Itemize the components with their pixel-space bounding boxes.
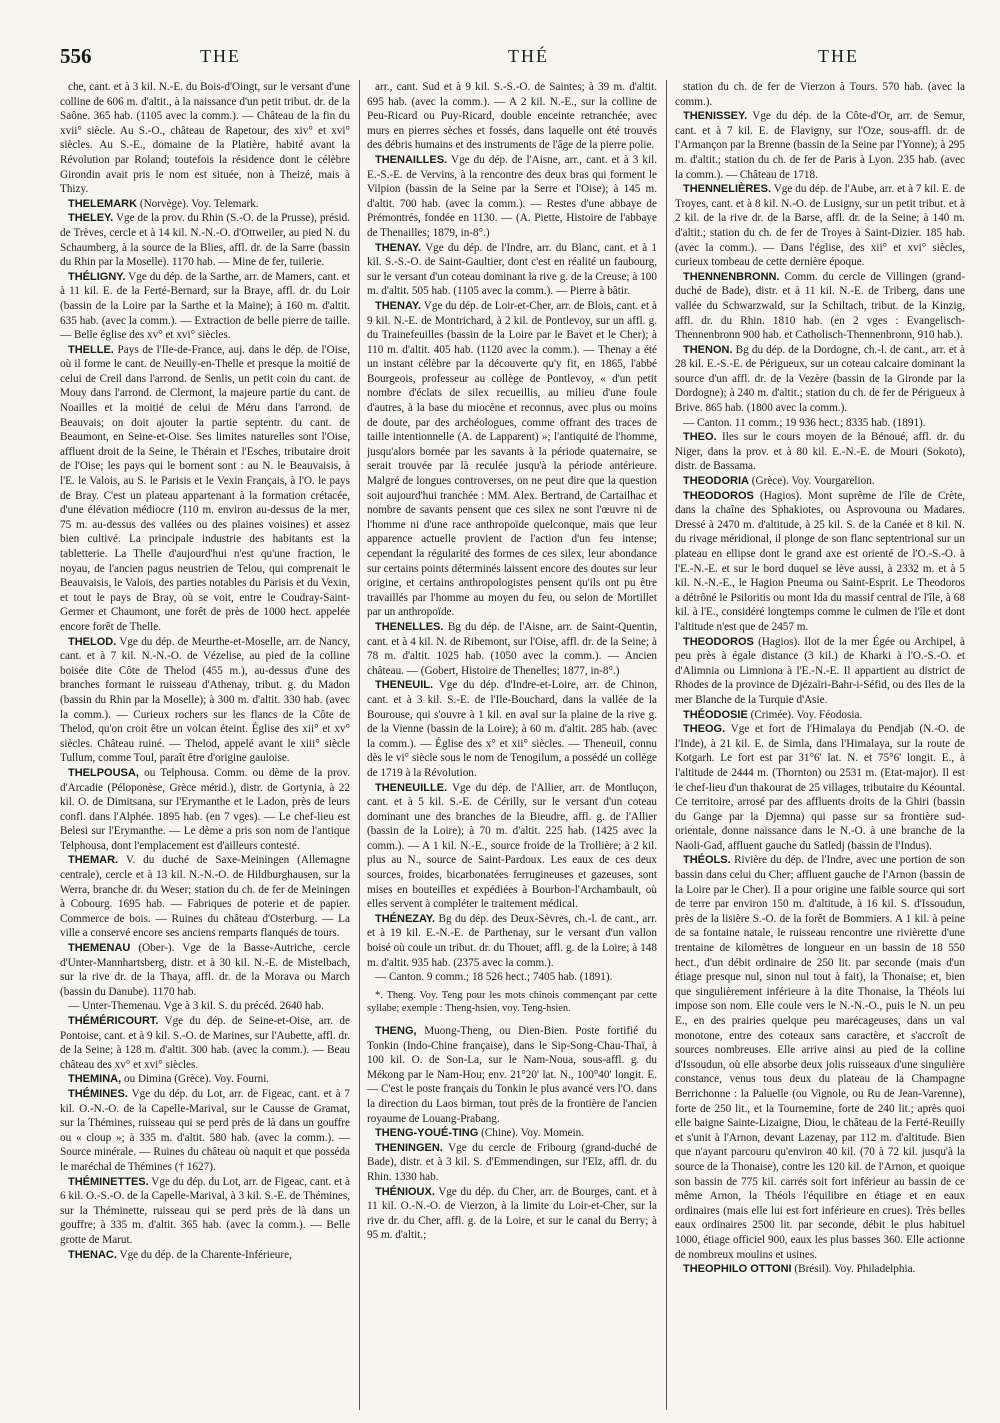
entry-text: Vge du dép. du Lot, arr. de Figeac, cant. et à 7 kil. O.-N.-O. de la Capelle-Marival, sur le Causse de Gramat, sur la Thémines, ruisseau qui se perd près de là dans un gouffre ou « cloup »; à 335 m. d'altit. 580 hab. (avec la comm.). — Source minérale. — Ruines du château où naquit et que posséda le maréchal de Thémines († 1627). [60, 1087, 350, 1173]
dictionary-entry [60, 1014, 350, 1072]
entry-text: (Crimée). Voy. Féodosia. [750, 708, 863, 721]
dictionary-entry [367, 620, 657, 678]
entry-text: — Canton. 9 comm.; 18 526 hect.; 7405 hab. (1891). [375, 971, 613, 984]
page-number: 556 [60, 44, 92, 68]
dictionary-entry [675, 80, 965, 109]
dictionary-entry [675, 109, 965, 182]
dictionary-entry [675, 489, 965, 635]
dictionary-entry [60, 1072, 350, 1087]
entry-headword: THENAY. [375, 241, 422, 254]
dictionary-entry [60, 635, 350, 766]
dictionary-entry [367, 1126, 657, 1141]
entry-text: Vge du dép. du Lot, arr. de Figeac, cant. et à 6 kil. O.-S.-O. de la Capelle-Marival, à 3 kil. S.-E. de Thémines, sur la Théminette, ruisseau qui se perd près de là dans un gouffre; à 335 m. d'altit. 365 hab. (avec la comm.). — Belle grotte de Marut. [60, 1175, 350, 1246]
dictionary-entry [675, 635, 965, 708]
entry-text: Iles sur le cours moyen de la Bénoué, affl. dr. du Niger, dans la prov. et à 80 kil. E.-N.-E. de Mouri (Sokoto), distr. de Bassama. [675, 431, 965, 473]
entry-headword: THEODORIA [683, 475, 749, 488]
dictionary-entry [675, 853, 965, 1262]
dictionary-entry [675, 1262, 965, 1277]
entry-text: Vge de la prov. du Rhin (S.-O. de la Prusse), présid. de Trèves, cercle et à 14 kil. N.-N.-O. d'Ottweiler, au pied N. du Schaumberg, à la source de la Blies, affl. dr. de la Sarre (bassin du Rhin par la Moselle). 1170 hab. — Mine de fer, tuilerie. [60, 212, 350, 269]
entry-headword: THENEUILLE. [375, 781, 448, 794]
column-divider [359, 80, 360, 1410]
dictionary-entry [60, 80, 350, 197]
entry-headword: THELPOUSA, [68, 766, 139, 779]
dictionary-entry [60, 1175, 350, 1248]
entry-headword: THEMENAU [68, 942, 131, 955]
dictionary-entry [367, 970, 657, 985]
footnote: *. Theng. Voy. Teng pour les mots chinois commençant par cette syllabe; exemple : Theng-hsien, voy. Teng-hsien. [367, 989, 657, 1015]
entry-headword: THÉMINES. [68, 1087, 128, 1100]
entry-headword: THEOG. [683, 723, 726, 736]
entry-text: Vge du dép. de Loir-et-Cher, arr. de Blois, cant. et à 9 kil. N.-E. de Montrichard, à 2 kil. de Pontlevoy, sur un affl. g. du Trainefeuilles (bassin de la Loire par le Bavet et le Cher); à 110 m. d'altit. 405 hab. (1120 avec la comm.). — Thenay a été un instant célèbre par la découverte qu'y fit, en 1865, l'abbé Bourgeois, professeur au collège de Pontlevoy, « d'un petit nombre d'éclats de silex recueillis, au milieu d'une foule d'autres, à la base du miocène et reconnus, avec plus ou moins de doute, par des archéologues, comme offrant des traces de taille intentionnelle (A. de Lapparent) »; l'antiquité de l'homme, jusqu'alors bornée par les savants à la période quaternaire, se serait trouvée par là reculée jusqu'à la période antérieure. Malgré de longues controverses, on ne peut dire que la question soit aujourd'hui tranchée : MM. Alex. Bertrand, de Cartailhac et nombre de savants pensent que ces silex ne sont l'œuvre ni de l'homme ni d'une race anthropoïde quelconque, mais que leur apparence actuelle provient de l'action d'un feu intense; cependant la régularité des formes de ces silex, leur abondance sur certains points déterminés laissent encore des doutes sur leur origine, et certains anthropologistes pensent qu'ils ont pu être travaillés par l'homme au moyen du feu, ou selon de Mortillet par un anthropoïde. [367, 299, 657, 619]
entry-text: Vge du dép. du Cher, arr. de Bourges, cant. et à 11 kil. O.-N.-O. de Vierzon, à la limite du Loir-et-Cher, sur la rive dr. du Cher, affl. g. de la Loire, et sur le canal du Berry; à 95 m. d'altit.; [367, 1185, 657, 1242]
dictionary-entry [367, 241, 657, 299]
entry-headword: THÉNEZAY. [375, 912, 436, 925]
dictionary-entry [367, 299, 657, 620]
entry-text: Vge du dép. de l'Allier, arr. de Montluçon, cant. et à 5 kil. S.-E. de Cérilly, sur le versant d'un coteau dominant une des branches de la Bieudre, affl. g. de l'Allier (bassin de la Loire); à 70 m. d'altit. 225 hab. (1425 avec la comm.). — A 1 kil. N.-E., source froide de la Trollière; à 2 kil. plus au N., source de Saint-Pardoux. Les eaux de ces deux sources, froides, bicarbonatées ferrugineuses et gazeuses, sont mises en bouteilles et expédiées à Bourbon-l'Archambault, où elles servent à compléter le traitement médical. [367, 781, 657, 911]
entry-text: (Hagios). Ilot de la mer Égée ou Archipel, à peu près à égale distance (3 kil.) de Kharki à l'O.-S.-O. et d'Alimnia ou Limniona à l'E.-N.-E. Il appartient au district de Rhodes de la province de Djézaïri-Bahr-i-Séfid, ou des Iles de la mer Blanche de la Turquie d'Asie. [675, 635, 965, 706]
entry-text: (Hagios). Mont suprême de l'île de Crète, dans la chaîne des Sphakiotes, ou Asprovouna ou Madares. Dressé à 2470 m. d'altitude, à 25 kil. S. de la Canée et 8 kil. N. du rivage méridional, il plonge de son flanc septentrional sur un plateau en ellipse dont le grand axe est orienté de l'O.-S.-O. à l'E.-N.-E. et sur le bord duquel se lève aussi, à 2332 m. et à 5 kil. N.-N.-E., le Hagion Pneuma ou Saint-Esprit. Le Theodoros a détrôné le Psiloritis ou mont Ida du massif central de l'île, à 68 kil. à l'E., considéré longtemps comme le culmen de l'île et dont l'altitude n'est que de 2457 m. [675, 489, 965, 633]
entry-headword: THÉNIOUX. [375, 1185, 435, 1198]
entry-text: Vge du cercle de Fribourg (grand-duché de Bade), distr. et à 3 kil. S. d'Emmendingen, sur l'Elz, affl. dr. du Rhin. 1330 hab. [367, 1141, 657, 1183]
entry-headword: THÉOLS. [683, 854, 731, 867]
dictionary-entry [60, 1248, 350, 1263]
dictionary-entry [60, 197, 350, 212]
entry-text: Vge du dép. d'Indre-et-Loire, arr. de Chinon, cant. et à 3 kil. S.-E. de l'Ile-Bouchard, dans la vallée de la Bourouse, qui s'ouvre à 1 kil. en aval sur la plaine de la rive g. de la Vienne (bassin de la Loire); à 60 m. d'altit. 285 hab. (avec la comm.). — Église des x° et xii° siècles. — Theneuil, connu dès le vi° siècle sous le nom de Tenogilum, a possédé un collège de 1719 à la Révolution. [367, 679, 657, 779]
entry-text: Vge du dép. de la Côte-d'Or, arr. de Semur, cant. et à 7 kil. E. de Flavigny, sur l'Oze, sous-affl. dr. de l'Armançon par la Brenne (bassin de la Seine par l'Yonne); à 295 m. d'altit.; station du ch. de fer de Paris à Lyon. 235 hab. (avec la comm.). — Château de 1718. [675, 110, 965, 181]
entry-text: Vge du dép. de l'Aisne, arr., cant. et à 3 kil. E.-S.-E. de Vervins, à la rencontre des deux bras qui forment le Vilpion (bassin de la Seine par la Serre et l'Oise); à 145 m. d'altit. 700 hab. (avec la comm.). — Restes d'une abbaye de Prémontrés, fondée en 1130. — (A. Piette, Histoire de l'abbaye de Thenailles; 1879, in-8°.) [367, 153, 657, 239]
entry-text: Vge du dép. de la Charente-Inférieure, [119, 1248, 292, 1261]
entry-headword: THEOPHILO OTTONI [683, 1263, 792, 1276]
column-2 [367, 80, 657, 1410]
entry-text: ou Dimina (Grèce). Voy. Fourni. [123, 1073, 270, 1086]
entry-headword: THÉLIGNY. [68, 270, 126, 283]
entry-headword: THENINGEN. [375, 1141, 443, 1154]
entry-text: che, cant. et à 3 kil. N.-E. du Bois-d'Oingt, sur le versant d'une colline de 606 m. d'altit., à la naissance d'un petit tribut. dr. de la Saône. 365 hab. (1105 avec la comm.). — Château de la fin du xvii° siècle. Au S.-O., château de Rapetour, des xiv° et xvi° siècles. Au S.-E., domaine de la Platière, habité avant la Révolution par Roland; toutefois la résidence dont le célèbre Girondin avait pris le nom est située, non à Theizé, mais à Thizy. [60, 81, 350, 196]
dictionary-entry [675, 430, 965, 474]
entry-text: Comm. du cercle de Villingen (grand-duché de Bade), distr. et à 11 kil. N.-E. de Triberg, dans une vallée du Schwarzwald, sur la Schiltach, tribut. de la Kinzig, affl. dr. du Rhin. 1810 hab. (en 2 vges : Evangelisch-Thennenbronn 900 hab. et Catholisch-Thennenbronn, 910 hab.). [675, 270, 965, 342]
entry-text: Vge du dép. de la Sarthe, arr. de Mamers, cant. et à 11 kil. E. de la Ferté-Bernard, sur la Braye, affl. dr. du Loir (bassin de la Loire par la Sarthe et la Maine); à 160 m. d'altit. 635 hab. (avec la comm.). — Extraction de belle pierre de taille. — Belle église des xv° et xvi° siècles. [60, 270, 350, 342]
entry-headword: THENNELIÈRES. [683, 183, 772, 196]
entry-headword: THEODOROS [683, 635, 754, 648]
entry-text: (Grèce). Voy. Vourgarelion. [751, 475, 875, 488]
column-divider [666, 80, 667, 1410]
entry-headword: THENAILLES. [375, 153, 448, 166]
page-header [60, 44, 960, 74]
entry-headword: THEMAR. [68, 854, 119, 867]
entry-headword: THÉMINETTES. [68, 1175, 149, 1188]
running-head-right: THE [818, 46, 859, 66]
entry-text: (Chine). Voy. Momein. [481, 1127, 585, 1140]
entry-text: — Canton. 11 comm.; 19 936 hect.; 8335 hab. (1891). [683, 416, 926, 429]
dictionary-entry [675, 343, 965, 416]
running-head-middle: THÉ [508, 46, 549, 66]
entry-text: Vge du dép. de l'Aube, arr. et à 7 kil. E. de Troyes, cant. et à 8 kil. N.-O. de Lusigny, sur un petit tribut. et à 2 kil. de la rive dr. de la Barse, affl. dr. de la Seine; à 140 m. d'altit.; station du ch. de fer de Troyes à Saint-Dizier. 185 hab. (avec la comm.). — Dans l'église, des xii° et xvi° siècles, curieux tombeau de cette dernière époque. [675, 183, 965, 269]
entry-headword: THELLE. [68, 343, 114, 356]
entry-headword: THÉODOSIE [683, 708, 748, 721]
entry-text: V. du duché de Saxe-Meiningen (Allemagne centrale), cercle et à 13 kil. N.-N.-O. de Hildburghausen, sur la Werra, branche dr. du Weser; station du ch. de fer de Meiningen à Cobourg. 1695 hab. — Fabriques de poterie et de papier. Commerce de bois. — Ruines du château d'Osterburg. — La ville a conservé encore ses anciens remparts flanqués de tours. [60, 854, 350, 940]
entry-headword: THENISSEY. [683, 110, 748, 123]
entry-text: station du ch. de fer de Vierzon à Tours. 570 hab. (avec la comm.). [675, 81, 965, 108]
entry-headword: THENAY. [375, 299, 422, 312]
entry-text: Vge du dép. de Seine-et-Oise, arr. de Pontoise, cant. et à 9 kil. S.-O. de Marines, sur l'Aubette, affl. dr. de la Seine; à 128 m. d'altit. 300 hab. (avec la comm.). — Beau château des xv° et xvi° siècles. [60, 1015, 350, 1071]
dictionary-entry [367, 1024, 657, 1126]
entry-text: Bg du dép. de la Dordogne, ch.-l. de cant., arr. et à 28 kil. E.-S.-E. de Périgueux, sur un coteau calcaire dominant la source d'un affl. dr. de la Vezère (bassin de la Gironde par la Dordogne); à 240 m. d'altit.; station du ch. de fer de Périgueux à Brive. 865 hab. (1800 avec la comm.). [675, 343, 965, 415]
dictionary-entry [367, 781, 657, 912]
dictionary-entry [367, 1141, 657, 1185]
entry-headword: THENG-YOUÉ-TING [375, 1127, 479, 1140]
entry-headword: THENEUIL. [375, 679, 434, 692]
entry-headword: THEO. [683, 431, 717, 444]
dictionary-entry [675, 722, 965, 853]
entry-headword: THENG, [375, 1025, 417, 1037]
column-1 [60, 80, 350, 1410]
entry-text: (Norvège). Voy. Telemark. [139, 197, 259, 210]
entry-headword: THEMINA, [68, 1073, 122, 1086]
dictionary-entry [60, 211, 350, 269]
entry-text: (Brésil). Voy. Philadelphia. [794, 1263, 916, 1276]
dictionary-entry [60, 270, 350, 343]
dictionary-entry [60, 853, 350, 941]
entry-text: Bg du dép. des Deux-Sèvres, ch.-l. de cant., arr. et à 19 kil. E.-N.-E. de Parthenay, sur le versant d'un vallon boisé où coule un tribut. dr. du Thouet, affl. g. de la Loire; à 148 m. d'altit. 935 hab. (2375 avec la comm.). [367, 912, 657, 969]
dictionary-entry [367, 153, 657, 241]
dictionary-entry [675, 182, 965, 270]
entry-text: arr., cant. Sud et à 9 kil. S.-S.-O. de Saintes; à 39 m. d'altit. 695 hab. (avec la comm.). — A 2 kil. N.-E., sur la colline de Peu-Ricard ou Puy-Ricard, double enceinte retranchée, avec murs en pierres sèches et fossés, dans laquelle ont été trouvés des débris humains et des instruments de l'âge de la pierre polie. [367, 81, 657, 152]
entry-text: Pays de l'Ile-de-France, auj. dans le dép. de l'Oise, où il forme le cant. de Neuilly-en-Thelle et presque la moitié de celui de Creil dans l'arrond. de Senlis, un petit coin du cant. de Mouy dans l'arrond. de Clermont, la majeure partie du cant. de Noailles et la moitié de celui de Méru dans l'arrond. de Beauvais; on doit ajouter la partie septentr. du cant. de Beaumont, en Seine-et-Oise. Ses limites naturelles sont l'Oise, affluent droit de la Seine, le Thérain et l'Esches, tributaire droit de l'Oise; les pays qui le bornent sont : au N. le Beauvaisis, à l'E. le Valois, au S. le Parisis et le Vexin Français, à l'O. le pays de Bray. C'est un plateau appartenant à la formation crétacée, d'une élévation médiocre (110 m. environ au-dessus de la mer, 75 m. au-dessus des vallées ou des plaines voisines) et assez bien cultivé. La principale industrie des habitants est la tabletterie. La Thelle d'aujourd'hui n'est qu'une fraction, le noyau, de l'ancien pagus neustrien de Telou, qui comprenait le Beauvaisis, le Valois, des parties notables du Parisis et du Vexin, et tout le pays de Bray, où se voit, entre le Coudray-Saint-Germer et Chaumont, une forêt de près de 1000 hect. appelée encore forêt de Thelle. [60, 343, 350, 633]
entry-headword: THÉMÉRICOURT. [68, 1015, 159, 1027]
entry-text: Rivière du dép. de l'Indre, avec une portion de son bassin dans celui du Cher; affluent gauche de l'Arnon (bassin de la Loire par le Cher). Il a pour origine une faible source qui sort de terre par environ 150 m. d'altitude, à 16 kil. S. d'Issoudun, près de la lisière S.-O. de la forêt de Bommiers. A 1 kil. à peine de sa fontaine natale, le ruisseau rencontre une rivièrette d'une trentaine de kilomètres de longueur en un bassin de 18 550 hect., d'un débit ordinaire de 250 lit. par seconde (mais d'un étiage presque nul, sinon nul tout à fait), la Thonaise; et, bien que singulièrement inférieure à la dite Thonaise, la Théols lui impose son nom. Elle coule vers le N.-N.-O., puis le N. un peu E., en des prairies quelque peu marécageuses, dans un val monotone, entre des coteaux sans caractère, et s'accroît de sources nombreuses. Elle arrive ainsi au pied de la colline d'Issoudun, où elle absorbe deux jolis ruisseaux d'une singulière constance, venus tous deux du plateau de la Champagne Berrichonne : la Paluelle (ou Vignole, ou Ru de Jean-Varenne), forte de 250 lit., et la Tournemine, forte de 240 lit.; après quoi elle baigne Sainte-Lizaigne, Diou, le château de la Ferté-Reuilly et s'unit à l'Arnon, devant Lazenay, par 112 m. d'altitude. Bien que n'ayant parcouru qu'environ 40 kil. (70 à 72 kil. jusqu'à la source de la Thonaise), contre les 120 kil. de l'Arnon, et quoique son bassin de 775 kil. carrés soit fort inférieur au bassin de ce même Arnon, la Théols l'équilibre en étiage et en eaux ordinaires (mais elle lui est fort inférieure en crues). Très belles eaux ordinaires 2500 lit. par seconde, débit le plus habituel 1000, étiage officiel 900, eaux les plus basses 360. Elle actionne de nombreux moulins et usines. [675, 854, 965, 1261]
entry-headword: THENON. [683, 343, 733, 356]
dictionary-entry [675, 474, 965, 489]
entry-headword: THENNENBRONN. [683, 270, 780, 283]
entry-headword: THEODOROS [683, 489, 754, 502]
dictionary-entry [367, 1185, 657, 1243]
entry-headword: THENELLES. [375, 620, 444, 633]
entry-headword: THELEMARK [68, 197, 138, 210]
dictionary-entry [675, 416, 965, 431]
dictionary-entry [60, 999, 350, 1014]
entry-text: Vge du dép. de Meurthe-et-Moselle, arr. de Nancy, cant. et à 7 kil. N.-N.-O. de Vézelise, au pied de la colline boisée dite Côte de Thelod (455 m.), au-dessus d'une des branches formant le ruisseau d'Athenay, tribut. g. du Madon (bassin du Rhin par la Moselle); à 300 m. d'altit. 330 hab. (avec la comm.). — Curieux rochers sur les flancs de la Côte de Thelod, qu'on croit être un volcan éteint. Église des xii° et xv° siècles. Château ruiné. — Thelod, appelé avant le xiii° siècle Tullum, comme Toul, paraît être d'origine gauloise. [60, 635, 350, 765]
dictionary-entry [367, 912, 657, 970]
dictionary-entry [675, 708, 965, 723]
entry-text: Bg du dép. de l'Aisne, arr. de Saint-Quentin, cant. et à 4 kil. N. de Ribemont, sur l'Oise, affl. dr. de la Seine; à 78 m. d'altit. 1025 hab. (1050 avec la comm.). — Ancien château. — (Gobert, Histoire de Thenelles; 1877, in-8°.) [367, 620, 657, 677]
entry-text: Vge et fort de l'Himalaya du Pendjab (N.-O. de l'Inde), à 21 kil. E. de Simla, dans l'Himalaya, sur la route de Kotgarh. Le fort est par 31°6' lat. N. et 75°6' longit. E., à l'altitude de 2444 m. (Thornton) ou 2531 m. (Etat-major). Il est le chef-lieu d'un thakourat de 25 villages, tributaire du Kéountal. Ce territoire, arrosé par des affluents droits de la Ghiri (bassin du Gange par la Djemna) qui passe sur sa frontière sud-orientale, donne naissance dans le N.-O. à une branche de la Naoli-Gad, affluent gauche du Satledj (bassin de l'Indus). [675, 723, 965, 852]
dictionary-entry [675, 270, 965, 343]
entry-headword: THELOD. [68, 635, 117, 648]
dictionary-entry [60, 1087, 350, 1175]
dictionary-entry [367, 80, 657, 153]
dictionary-entry [60, 941, 350, 999]
entry-headword: THENAC. [68, 1248, 117, 1261]
entry-text: ou Telphousa. Comm. ou dème de la prov. d'Arcadie (Péloponèse, Grèce mérid.), distr. de Gortynia, à 22 kil. O. de Dimitsana, sur l'Erymanthe et le Ladon, près de leurs confl. dans l'Alphée. 1895 hab. (en 7 vges). — Le chef-lieu est Belesi sur l'Erymanthe. — Le dème a pris son nom de l'antique Telphousa, dont l'emplacement est d'ailleurs contesté. [60, 766, 350, 852]
column-3 [675, 80, 965, 1410]
dictionary-entry [60, 766, 350, 854]
entry-headword: THELEY. [68, 212, 114, 225]
entry-text: Vge du dép. de l'Indre, arr. du Blanc, cant. et à 1 kil. S.-S.-O. de Saint-Gaultier, dont c'est en réalité un faubourg, sur le versant d'un coteau dominant la rive g. de la Creuse; à 100 m. d'altit. 505 hab. (1105 avec la comm.). — Pierre à bâtir. [367, 241, 657, 298]
running-head-left: THE [200, 46, 241, 66]
entry-text: — Unter-Themenau. Vge à 3 kil. S. du précéd. 2640 hab. [68, 1000, 324, 1013]
entry-text: Muong-Theng, ou Dien-Bien. Poste fortifié du Tonkin (Indo-Chine française), dans le Sip-Song-Chau-Thaï, à 100 kil. O. de Son-La, sur le Nam-Noua, sous-affl. g. du Mékong par le Nam-Hou; env. 21°20' lat. N., 100°40' longit. E. — C'est le poste français du Tonkin le plus avancé vers l'O. dans la direction du Laos birman, tout près de la frontière de l'ancien royaume de Louang-Prabang. [367, 1025, 657, 1125]
dictionary-entry [367, 678, 657, 780]
entry-text: (Ober-). Vge de la Basse-Autriche, cercle d'Unter-Mannhartsberg, distr. et à 30 kil. N.-E. de Mistelbach, sur la rive dr. de la Thaya, affl. dr. de la Morava ou March (bassin du Danube). 1170 hab. [60, 942, 350, 998]
dictionary-entry [60, 343, 350, 635]
